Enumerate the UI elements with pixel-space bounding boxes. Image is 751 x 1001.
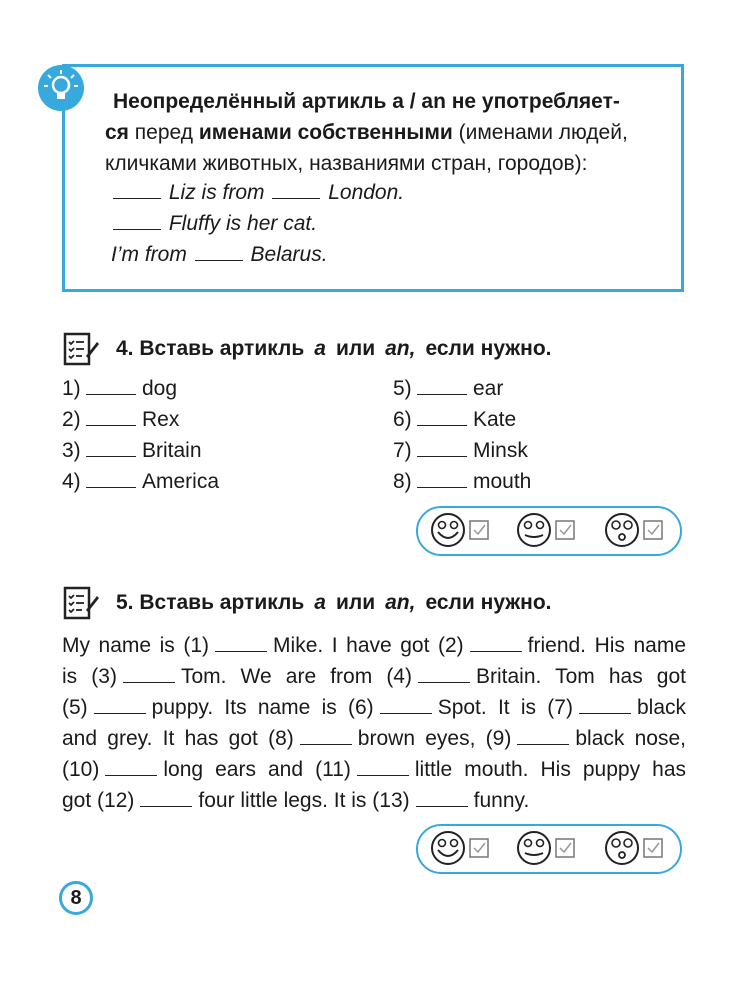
list-item: 8) mouth — [393, 470, 532, 493]
checkbox-icon[interactable] — [556, 521, 574, 539]
rule-line1: Неопределённый артикль a / an не употребляет- — [113, 90, 620, 113]
checkbox-icon[interactable] — [644, 521, 662, 539]
checkbox-icon[interactable] — [470, 839, 488, 857]
task5-heading: 5. Вставь артикль a или an, если нужно. — [62, 584, 552, 622]
example-2: Fluffy is her cat. — [111, 211, 317, 236]
self-assessment-bar — [416, 506, 682, 556]
smiley-neutral-icon — [518, 514, 550, 546]
list-item: 7) Minsk — [393, 439, 528, 462]
list-item: 1) dog — [62, 377, 178, 400]
page-number: 8 — [59, 881, 93, 915]
smiley-happy-icon — [432, 514, 464, 546]
smiley-surprised-icon — [606, 514, 638, 546]
example-3: I’m from Belarus. — [111, 243, 328, 266]
rule-text: Неопределённый артикль a / an не употребляет- ся перед именами собственными (именами людей, кличками животных, названиями стран, городов): — [109, 86, 679, 179]
smiley-neutral-icon — [518, 832, 550, 864]
example-1: Liz is from London. — [111, 180, 404, 205]
smiley-happy-icon — [432, 832, 464, 864]
rule-line3: кличками животных, названиями стран, городов): — [105, 152, 588, 175]
checkbox-icon[interactable] — [644, 839, 662, 857]
list-item: 6) Kate — [393, 408, 517, 431]
list-item: 3) Britain — [62, 439, 202, 462]
list-item: 2) Rex — [62, 408, 180, 431]
checkbox-icon[interactable] — [470, 521, 488, 539]
list-item: 4) America — [62, 470, 220, 493]
checkbox-icon[interactable] — [556, 839, 574, 857]
notepad-icon — [62, 330, 100, 368]
self-assessment-bar — [416, 824, 682, 874]
notepad-icon — [62, 584, 100, 622]
smiley-surprised-icon — [606, 832, 638, 864]
task5-paragraph: My name is (1) Mike. I have got (2) friend. His name is (3) Tom. We are from (4) Britain. Tom has got (5) puppy. Its name is (6) Spot. It is (7) black and grey. It has got (8) brown eyes, (9) black nose, (10) long ears and (11) little mouth. His puppy has got (12) four little legs. It is (13) funny. — [62, 634, 687, 812]
lightbulb-icon — [38, 65, 84, 111]
task4-heading: 4. Вставь артикль a или an, если нужно. — [62, 330, 552, 368]
list-item: 5) ear — [393, 377, 504, 400]
